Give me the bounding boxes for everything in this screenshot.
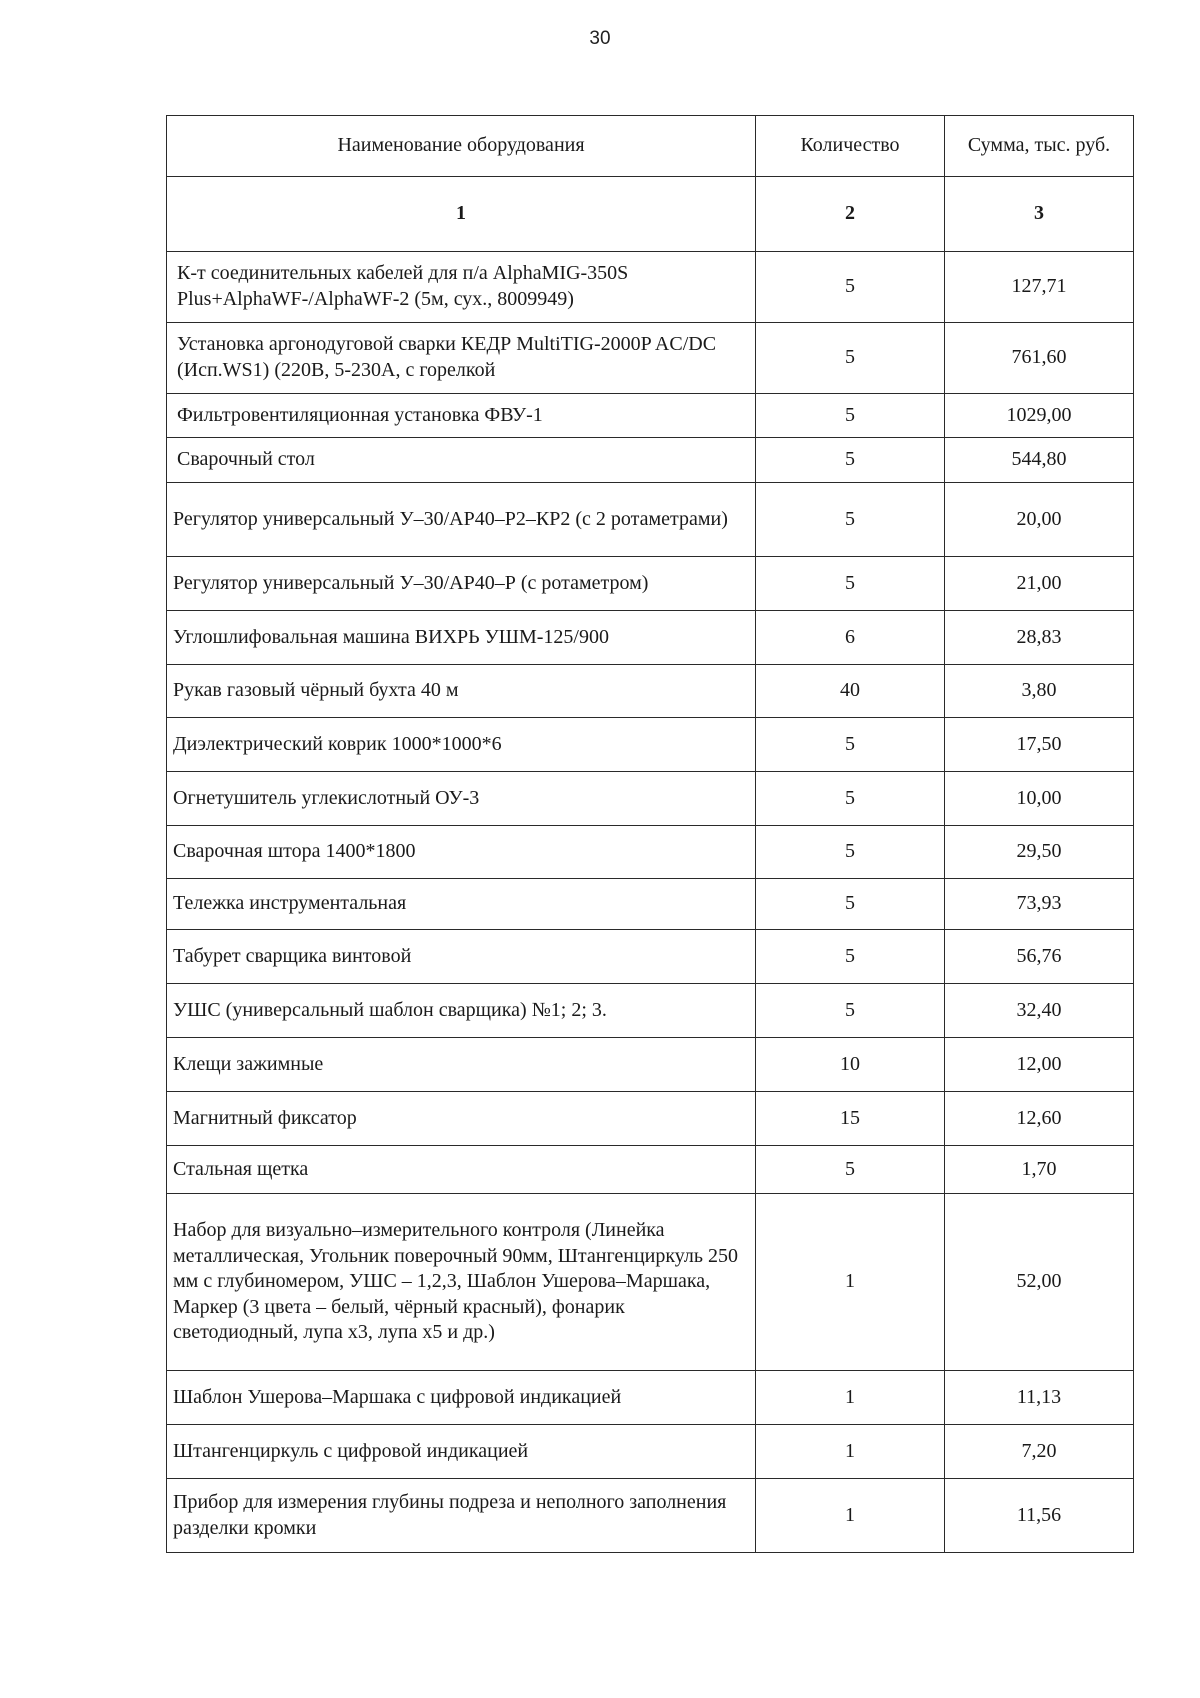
column-number-1: 1 — [167, 177, 756, 252]
equipment-sum: 11,13 — [945, 1371, 1134, 1425]
equipment-name: Огнетушитель углекислотный ОУ-3 — [167, 772, 756, 826]
equipment-quantity: 5 — [756, 323, 945, 394]
equipment-name: Тележка инструментальная — [167, 879, 756, 930]
table-row — [167, 665, 1134, 718]
equipment-quantity: 1 — [756, 1425, 945, 1479]
table-row — [167, 826, 1134, 879]
header-quantity: Количество — [756, 116, 945, 177]
equipment-sum: 12,00 — [945, 1038, 1134, 1092]
equipment-quantity: 1 — [756, 1371, 945, 1425]
equipment-name: Диэлектрический коврик 1000*1000*6 — [167, 718, 756, 772]
equipment-quantity: 15 — [756, 1092, 945, 1146]
equipment-sum: 3,80 — [945, 665, 1134, 718]
column-number-row — [167, 177, 1134, 252]
equipment-sum: 52,00 — [945, 1194, 1134, 1371]
equipment-name: Прибор для измерения глубины подреза и неполного заполнения разделки кромки — [167, 1479, 756, 1553]
equipment-sum: 12,60 — [945, 1092, 1134, 1146]
equipment-quantity: 5 — [756, 1146, 945, 1194]
equipment-name: Фильтровентиляционная установка ФВУ-1 — [167, 394, 756, 438]
table-row — [167, 984, 1134, 1038]
table-row — [167, 930, 1134, 984]
table-row — [167, 879, 1134, 930]
equipment-sum: 56,76 — [945, 930, 1134, 984]
equipment-quantity: 5 — [756, 826, 945, 879]
equipment-sum: 544,80 — [945, 438, 1134, 483]
table-row — [167, 1371, 1134, 1425]
equipment-name: Сварочная штора 1400*1800 — [167, 826, 756, 879]
equipment-name: Регулятор универсальный У–30/АР40–Р2–КР2 (с 2 ротаметрами) — [167, 483, 756, 557]
equipment-sum: 1,70 — [945, 1146, 1134, 1194]
equipment-sum: 29,50 — [945, 826, 1134, 879]
equipment-sum: 20,00 — [945, 483, 1134, 557]
table-row — [167, 718, 1134, 772]
table-row — [167, 1146, 1134, 1194]
equipment-name: Табурет сварщика винтовой — [167, 930, 756, 984]
equipment-quantity: 6 — [756, 611, 945, 665]
equipment-name: УШС (универсальный шаблон сварщика) №1; 2; 3. — [167, 984, 756, 1038]
table-row — [167, 557, 1134, 611]
table-row — [167, 1038, 1134, 1092]
equipment-name: К-т соединительных кабелей для п/а AlphaMIG-350S Plus+AlphaWF-/AlphaWF-2 (5м, сух., 8009949) — [167, 252, 756, 323]
column-number-3: 3 — [945, 177, 1134, 252]
equipment-sum: 127,71 — [945, 252, 1134, 323]
equipment-quantity: 5 — [756, 930, 945, 984]
table-row — [167, 323, 1134, 394]
equipment-sum: 17,50 — [945, 718, 1134, 772]
equipment-table — [166, 115, 1134, 1553]
table-row — [167, 1479, 1134, 1553]
table-row — [167, 611, 1134, 665]
equipment-quantity: 10 — [756, 1038, 945, 1092]
equipment-name: Сварочный стол — [167, 438, 756, 483]
equipment-sum: 73,93 — [945, 879, 1134, 930]
equipment-sum: 7,20 — [945, 1425, 1134, 1479]
equipment-quantity: 5 — [756, 438, 945, 483]
table-row — [167, 1194, 1134, 1371]
header-row — [167, 116, 1134, 177]
equipment-name: Штангенциркуль с цифровой индикацией — [167, 1425, 756, 1479]
equipment-sum: 10,00 — [945, 772, 1134, 826]
equipment-quantity: 5 — [756, 718, 945, 772]
equipment-quantity: 5 — [756, 252, 945, 323]
equipment-name: Регулятор универсальный У–30/АР40–Р (с ротаметром) — [167, 557, 756, 611]
header-sum: Сумма, тыс. руб. — [945, 116, 1134, 177]
equipment-sum: 21,00 — [945, 557, 1134, 611]
equipment-sum: 32,40 — [945, 984, 1134, 1038]
page-number: 30 — [589, 28, 611, 49]
equipment-name: Набор для визуально–измерительного контроля (Линейка металлическая, Угольник поверочный 90мм, Штангенциркуль 250 мм с глубиномером, УШС – 1,2,3, Шаблон Ушерова–Маршака, Маркер (3 цвета – белый, чёрный красный), фонарик светодиодный, лупа x3, лупа x5 и др.) — [167, 1194, 756, 1371]
equipment-name: Стальная щетка — [167, 1146, 756, 1194]
equipment-quantity: 5 — [756, 984, 945, 1038]
column-number-2: 2 — [756, 177, 945, 252]
table-row — [167, 483, 1134, 557]
table-row — [167, 1425, 1134, 1479]
equipment-sum: 28,83 — [945, 611, 1134, 665]
equipment-sum: 1029,00 — [945, 394, 1134, 438]
equipment-quantity: 5 — [756, 394, 945, 438]
equipment-quantity: 5 — [756, 772, 945, 826]
equipment-quantity: 1 — [756, 1194, 945, 1371]
equipment-name: Шаблон Ушерова–Маршака с цифровой индикацией — [167, 1371, 756, 1425]
equipment-quantity: 40 — [756, 665, 945, 718]
equipment-quantity: 5 — [756, 483, 945, 557]
equipment-sum: 761,60 — [945, 323, 1134, 394]
table-row — [167, 394, 1134, 438]
table-row — [167, 252, 1134, 323]
table-row — [167, 438, 1134, 483]
equipment-name: Установка аргонодуговой сварки КЕДР MultiTIG-2000P AC/DC (Исп.WS1) (220В, 5-230А, с горелкой — [167, 323, 756, 394]
equipment-name: Углошлифовальная машина ВИХРЬ УШМ-125/900 — [167, 611, 756, 665]
table-row — [167, 772, 1134, 826]
equipment-name: Магнитный фиксатор — [167, 1092, 756, 1146]
equipment-quantity: 5 — [756, 557, 945, 611]
table-row — [167, 1092, 1134, 1146]
equipment-name: Рукав газовый чёрный бухта 40 м — [167, 665, 756, 718]
header-name: Наименование оборудования — [167, 116, 756, 177]
equipment-quantity: 1 — [756, 1479, 945, 1553]
equipment-name: Клещи зажимные — [167, 1038, 756, 1092]
equipment-quantity: 5 — [756, 879, 945, 930]
equipment-sum: 11,56 — [945, 1479, 1134, 1553]
